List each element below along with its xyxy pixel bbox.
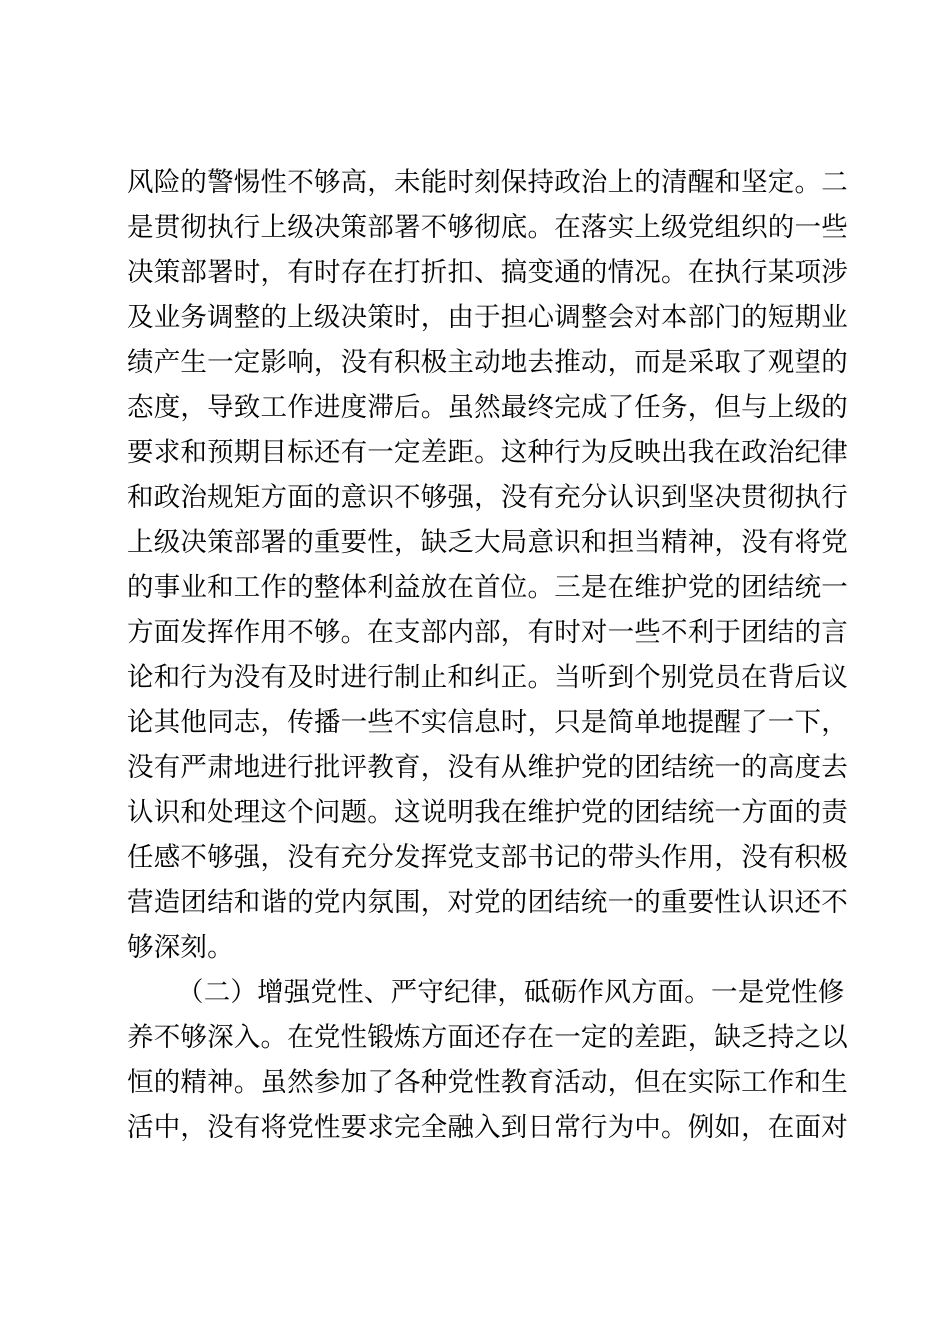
text-line: 恒的精神。虽然参加了各种党性教育活动，但在实际工作和生 (127, 1067, 848, 1098)
text-line: 风险的警惕性不够高，未能时刻保持政治上的清醒和坚定。二 (127, 167, 848, 198)
text-line: 论其他同志，传播一些不实信息时，只是简单地提醒了一下， (127, 707, 848, 738)
section-heading-line: （二）增强党性、严守纪律，砥砺作风方面。一是党性修 (177, 977, 845, 1008)
text-line: 决策部署时，有时存在打折扣、搞变通的情况。在执行某项涉 (127, 257, 848, 288)
text-line: 没有严肃地进行批评教育，没有从维护党的团结统一的高度去 (127, 752, 848, 783)
text-line: 够深刻。 (127, 932, 234, 963)
text-line: 绩产生一定影响，没有积极主动地去推动，而是采取了观望的 (127, 347, 848, 378)
text-line: 上级决策部署的重要性，缺乏大局意识和担当精神，没有将党 (127, 527, 848, 558)
text-line: 论和行为没有及时进行制止和纠正。当听到个别党员在背后议 (127, 662, 848, 693)
text-line: 的事业和工作的整体利益放在首位。三是在维护党的团结统一 (127, 572, 848, 603)
text-line: 及业务调整的上级决策时，由于担心调整会对本部门的短期业 (127, 302, 848, 333)
text-line: 养不够深入。在党性锻炼方面还存在一定的差距，缺乏持之以 (127, 1022, 848, 1053)
body-text (127, 160, 848, 1150)
text-line: 和政治规矩方面的意识不够强，没有充分认识到坚决贯彻执行 (127, 482, 848, 513)
text-line: 要求和预期目标还有一定差距。这种行为反映出我在政治纪律 (127, 437, 848, 468)
text-line: 是贯彻执行上级决策部署不够彻底。在落实上级党组织的一些 (127, 212, 848, 243)
text-line: 认识和处理这个问题。这说明我在维护党的团结统一方面的责 (127, 797, 848, 828)
text-line: 方面发挥作用不够。在支部内部，有时对一些不利于团结的言 (127, 617, 848, 648)
text-line: 营造团结和谐的党内氛围，对党的团结统一的重要性认识还不 (127, 887, 848, 918)
text-line: 态度，导致工作进度滞后。虽然最终完成了任务，但与上级的 (127, 392, 848, 423)
text-line: 任感不够强，没有充分发挥党支部书记的带头作用，没有积极 (127, 842, 848, 873)
text-line: 活中，没有将党性要求完全融入到日常行为中。例如，在面对 (127, 1112, 848, 1143)
